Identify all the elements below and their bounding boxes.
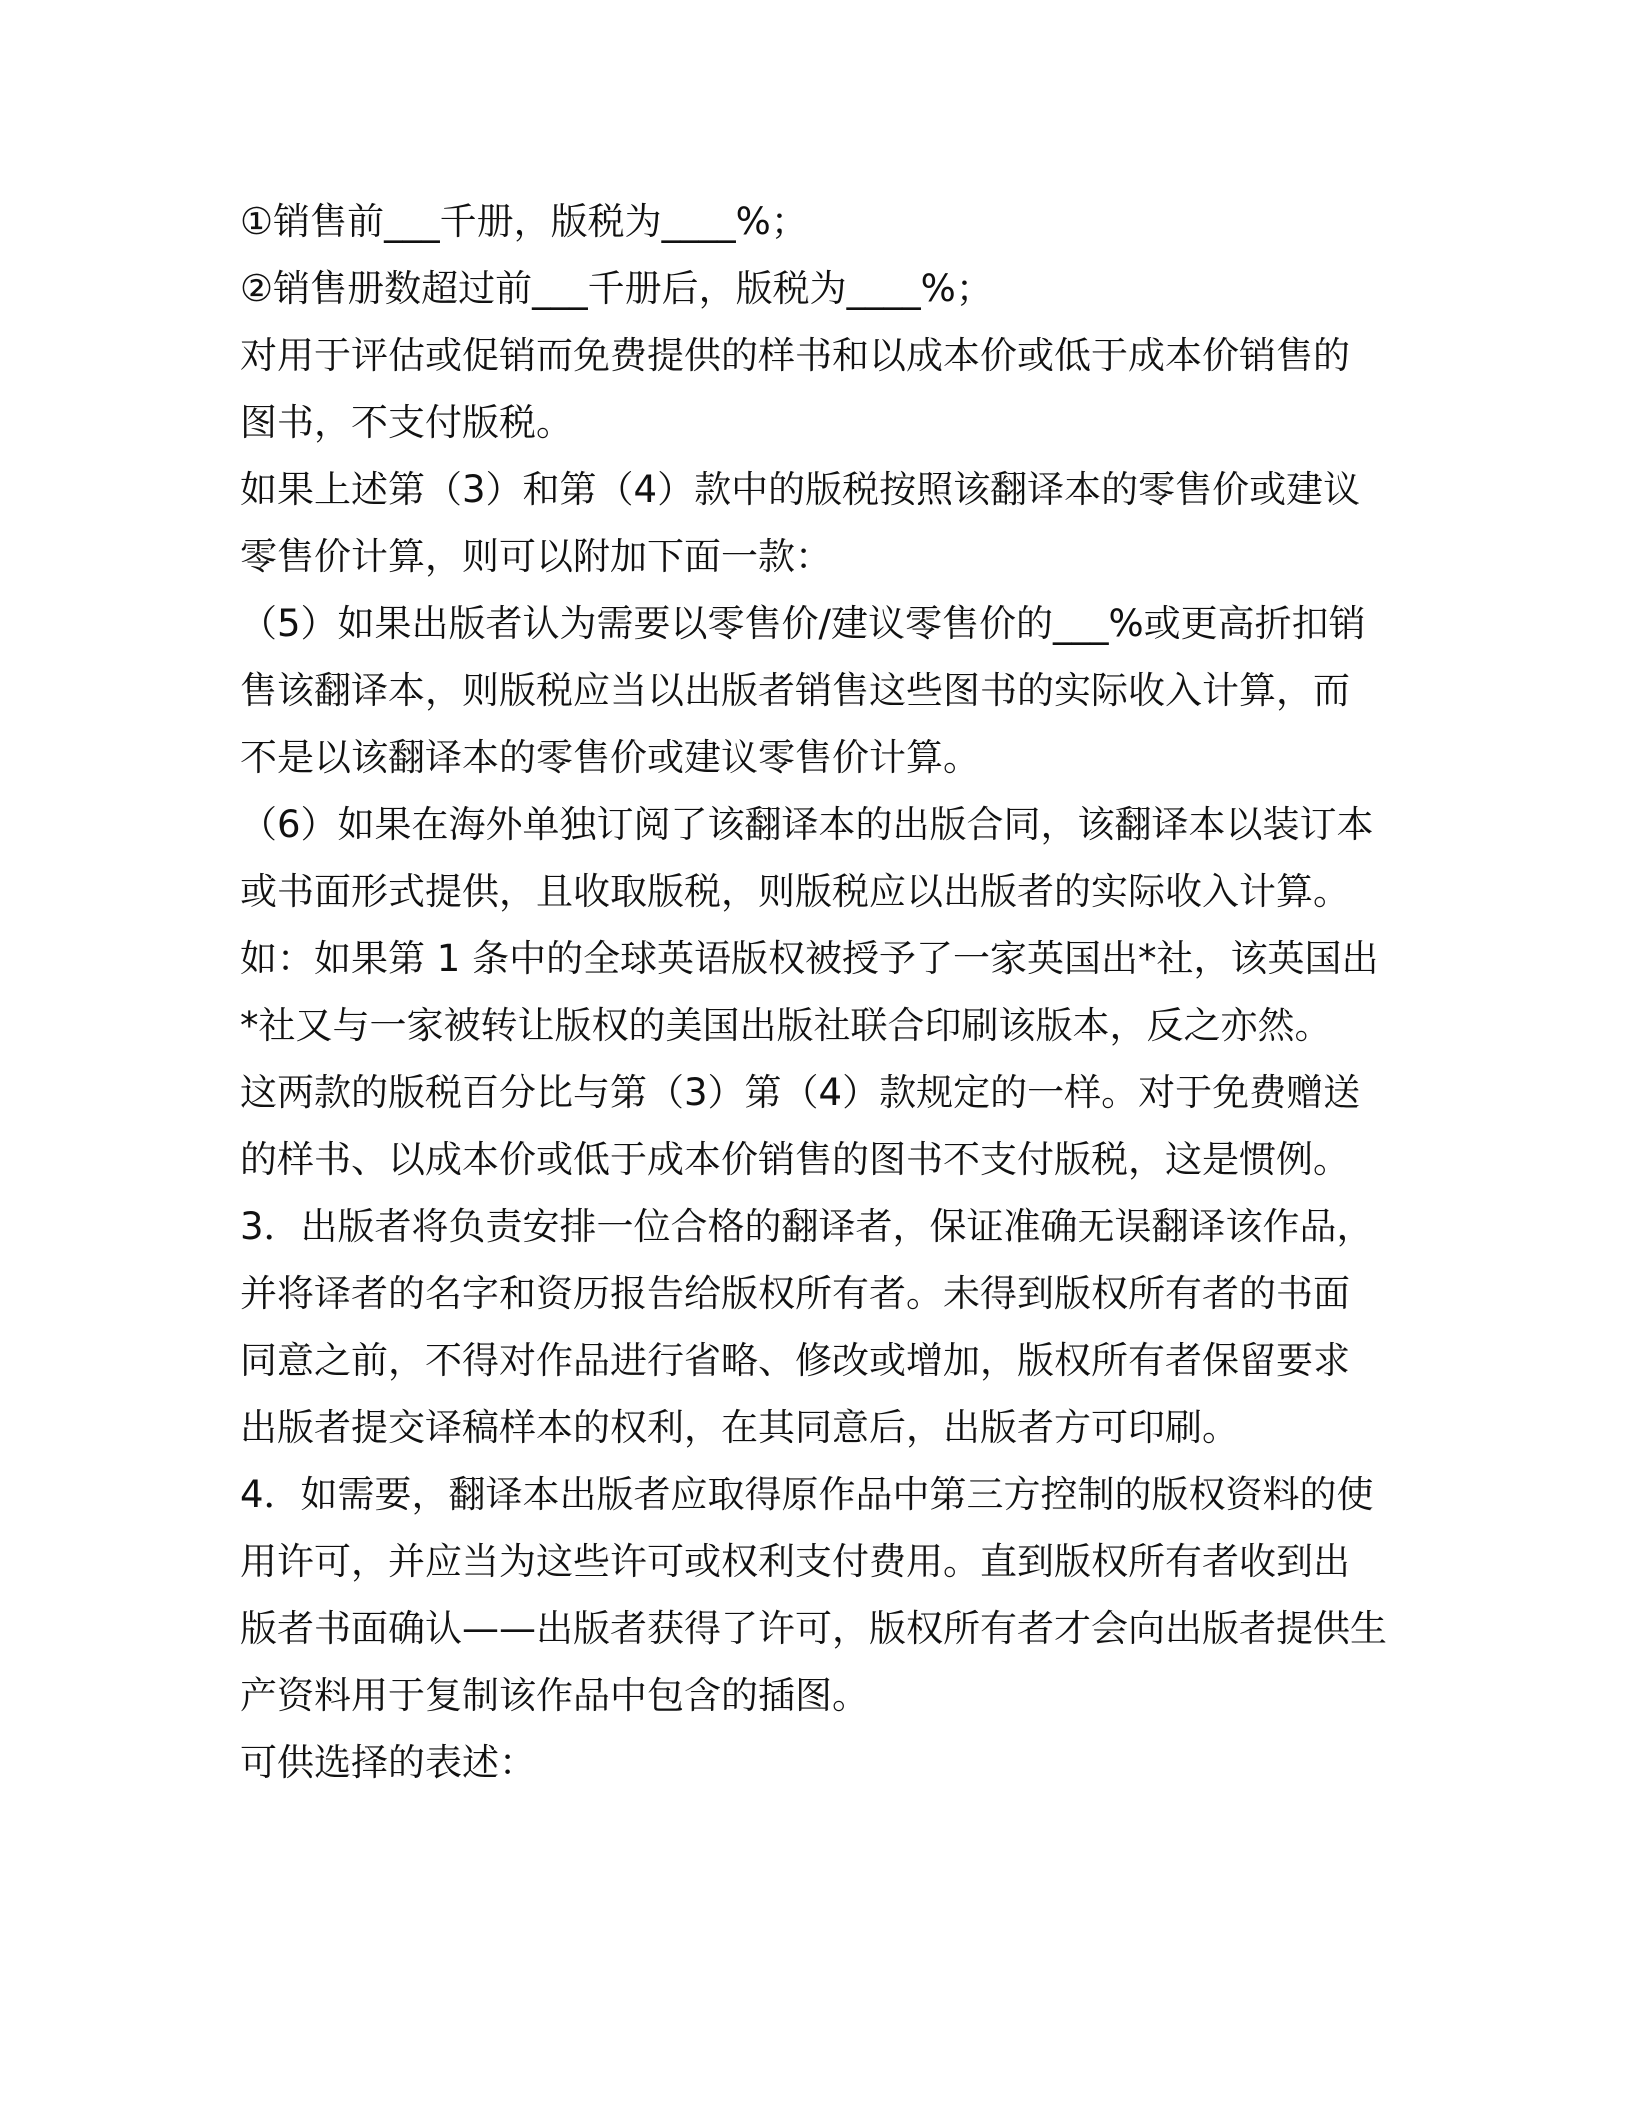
clause-5-line-3: 不是以该翻译本的零售价或建议零售价计算。: [240, 736, 980, 779]
clause-5-line-1: （5）如果出版者认为需要以零售价/建议零售价的___%或更高折扣销: [240, 602, 1366, 645]
section-3-line-1: 3．出版者将负责安排一位合格的翻译者，保证准确无误翻译该作品，: [240, 1205, 1374, 1248]
section-4-line-3: 版者书面确认——出版者获得了许可，版权所有者才会向出版者提供生: [240, 1607, 1387, 1650]
section-4-line-4: 产资料用于复制该作品中包含的插图。: [240, 1674, 869, 1717]
example-line-2: *社又与一家被转让版权的美国出版社联合印刷该版本，反之亦然。: [240, 1004, 1332, 1047]
retail-price-note-line-2: 零售价计算，则可以附加下面一款：: [240, 535, 832, 578]
retail-price-note-line-1: 如果上述第（3）和第（4）款中的版税按照该翻译本的零售价或建议: [240, 468, 1361, 511]
free-copies-line-1: 对用于评估或促销而免费提供的样书和以成本价或低于成本价销售的: [240, 334, 1350, 377]
section-3-line-2: 并将译者的名字和资历报告给版权所有者。未得到版权所有者的书面: [240, 1272, 1350, 1315]
royalty-tier-1-line: ①销售前___千册，版税为____%；: [240, 200, 808, 243]
document-page: [240, 188, 1400, 1796]
example-line-1: 如：如果第 1 条中的全球英语版权被授予了一家英国出*社，该英国出: [240, 937, 1379, 980]
clause-6-line-1: （6）如果在海外单独订阅了该翻译本的出版合同，该翻译本以装订本: [240, 803, 1374, 846]
clause-5-line-2: 售该翻译本，则版税应当以出版者销售这些图书的实际收入计算，而: [240, 669, 1350, 712]
percentage-note-line-2: 的样书、以成本价或低于成本价销售的图书不支付版税，这是惯例。: [240, 1138, 1350, 1181]
free-copies-line-2: 图书，不支付版税。: [240, 401, 573, 444]
clause-6-line-2: 或书面形式提供，且收取版税，则版税应以出版者的实际收入计算。: [240, 870, 1350, 913]
section-3-line-3: 同意之前，不得对作品进行省略、修改或增加，版权所有者保留要求: [240, 1339, 1350, 1382]
royalty-tier-2-line: ②销售册数超过前___千册后，版税为____%；: [240, 267, 993, 310]
section-4-line-2: 用许可，并应当为这些许可或权利支付费用。直到版权所有者收到出: [240, 1540, 1350, 1583]
section-4-line-1: 4．如需要，翻译本出版者应取得原作品中第三方控制的版权资料的使: [240, 1473, 1374, 1516]
alternative-wording-heading: 可供选择的表述：: [240, 1741, 536, 1784]
percentage-note-line-1: 这两款的版税百分比与第（3）第（4）款规定的一样。对于免费赠送: [240, 1071, 1361, 1114]
section-3-line-4: 出版者提交译稿样本的权利，在其同意后，出版者方可印刷。: [240, 1406, 1239, 1449]
